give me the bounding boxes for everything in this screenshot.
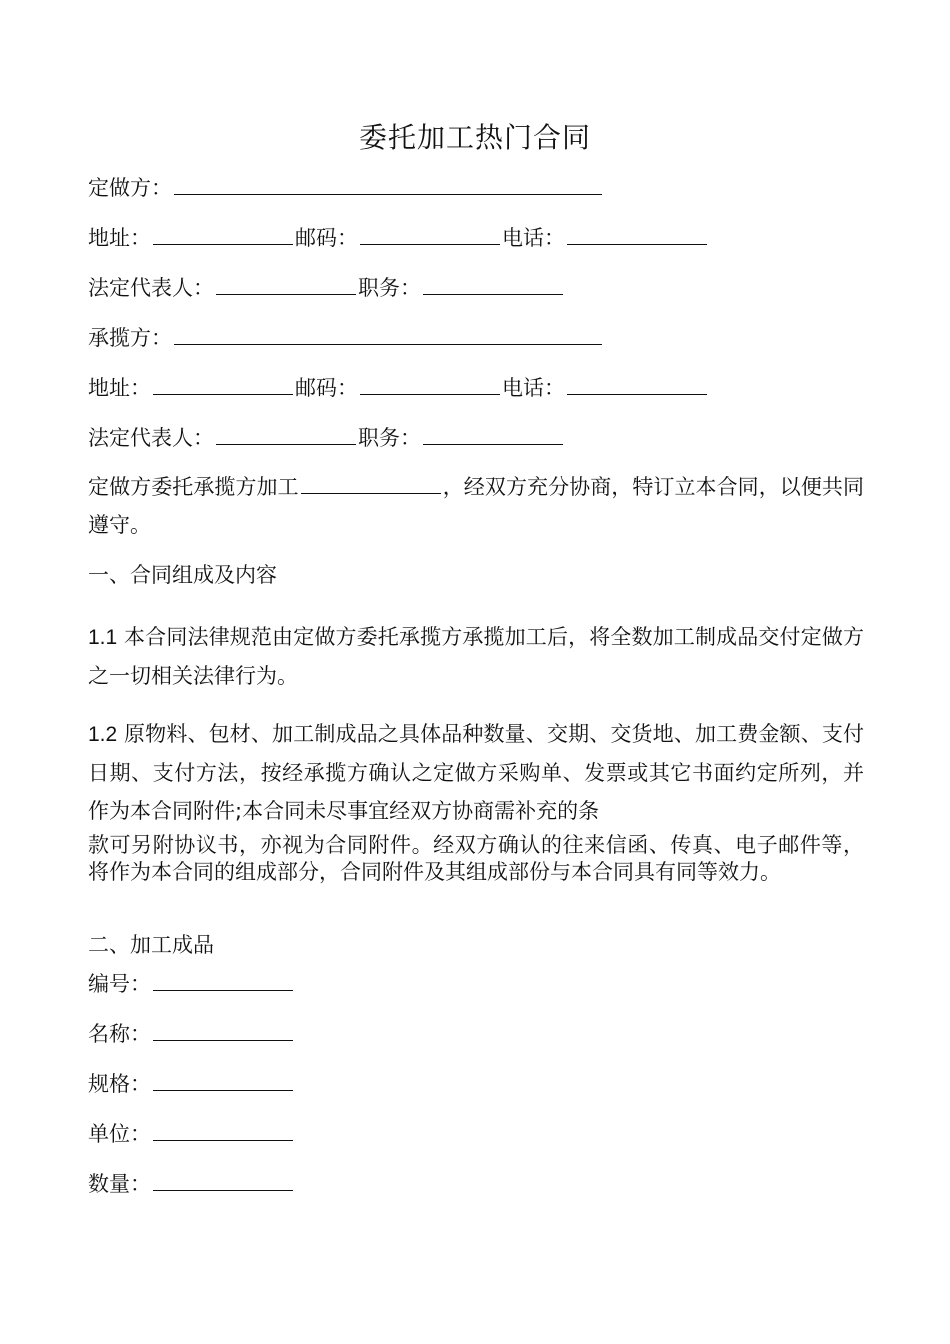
party-b-position-label: 职务： xyxy=(358,426,421,450)
party-a-blank xyxy=(174,172,602,195)
intro-text-after: ，经双方充分协商，特订立本合同，以便共同遵守。 xyxy=(88,475,865,537)
party-a-rep-line xyxy=(88,272,565,303)
product-quantity-blank xyxy=(153,1168,293,1191)
party-a-phone-label: 电话： xyxy=(502,226,565,250)
party-b-phone-blank xyxy=(567,372,707,395)
product-name-blank xyxy=(153,1018,293,1041)
party-a-address-label: 地址： xyxy=(88,226,151,250)
party-a-position-blank xyxy=(423,272,563,295)
clause-1-2-text-a: 原物料、包材、加工制成品之具体品种数量、交期、交货地、加工费金额、支付日期、支付方法，按经承揽方确认之定做方采购单、发票或其它书面约定所列，并作为本合同附件;本合同未尽事宜经双方协商需补充的条 xyxy=(88,722,864,823)
product-spec-line xyxy=(88,1068,295,1099)
product-number-line xyxy=(88,968,295,999)
party-a-label: 定做方： xyxy=(88,176,172,200)
product-spec-blank xyxy=(153,1068,293,1091)
party-b-rep-label: 法定代表人： xyxy=(88,426,214,450)
product-name-label: 名称： xyxy=(88,1022,151,1046)
party-a-postcode-label: 邮码： xyxy=(295,226,358,250)
product-unit-line xyxy=(88,1118,295,1149)
party-b-position-blank xyxy=(423,422,563,445)
party-a-position-label: 职务： xyxy=(358,276,421,300)
page-title: 委托加工热门合同 xyxy=(358,121,591,154)
clause-1-1-number: 1.1 xyxy=(88,626,118,649)
clause-1-2-part-a xyxy=(88,715,864,830)
product-name-line xyxy=(88,1018,295,1049)
party-b-postcode-label: 邮码： xyxy=(295,376,358,400)
clause-1-2-text-b: 款可另附协议书，亦视为合同附件。经双方确认的往来信函、传真、电子邮件等，将作为本合同的组成部分，合同附件及其组成部份与本合同具有同等效力。 xyxy=(88,833,864,884)
party-b-rep-blank xyxy=(216,422,356,445)
section-2-heading: 二、加工成品 xyxy=(88,933,214,957)
party-b-blank xyxy=(174,322,602,345)
clause-1-2-part-b xyxy=(88,832,864,886)
section-1-heading: 一、合同组成及内容 xyxy=(88,563,277,587)
party-b-rep-line xyxy=(88,422,565,453)
party-b-address-line xyxy=(88,372,709,403)
party-a-line xyxy=(88,172,604,203)
party-a-phone-blank xyxy=(567,222,707,245)
clause-1-1 xyxy=(88,618,864,695)
product-quantity-line xyxy=(88,1168,295,1199)
intro-text-before: 定做方委托承揽方加工 xyxy=(88,475,299,499)
party-b-label: 承揽方： xyxy=(88,326,172,350)
party-a-rep-blank xyxy=(216,272,356,295)
party-b-address-blank xyxy=(153,372,293,395)
intro-paragraph xyxy=(88,468,864,544)
party-a-postcode-blank xyxy=(360,222,500,245)
party-a-address-blank xyxy=(153,222,293,245)
party-b-address-label: 地址： xyxy=(88,376,151,400)
party-b-line xyxy=(88,322,604,353)
product-quantity-label: 数量： xyxy=(88,1172,151,1196)
product-number-blank xyxy=(153,968,293,991)
clause-1-2-number: 1.2 xyxy=(88,723,118,746)
party-b-postcode-blank xyxy=(360,372,500,395)
party-a-rep-label: 法定代表人： xyxy=(88,276,214,300)
intro-blank xyxy=(301,471,441,494)
product-unit-label: 单位： xyxy=(88,1122,151,1146)
party-b-phone-label: 电话： xyxy=(502,376,565,400)
product-spec-label: 规格： xyxy=(88,1072,151,1096)
party-a-address-line xyxy=(88,222,709,253)
clause-1-1-text: 本合同法律规范由定做方委托承揽方承揽加工后，将全数加工制成品交付定做方之一切相关法律行为。 xyxy=(88,625,864,688)
product-unit-blank xyxy=(153,1118,293,1141)
product-number-label: 编号： xyxy=(88,972,151,996)
